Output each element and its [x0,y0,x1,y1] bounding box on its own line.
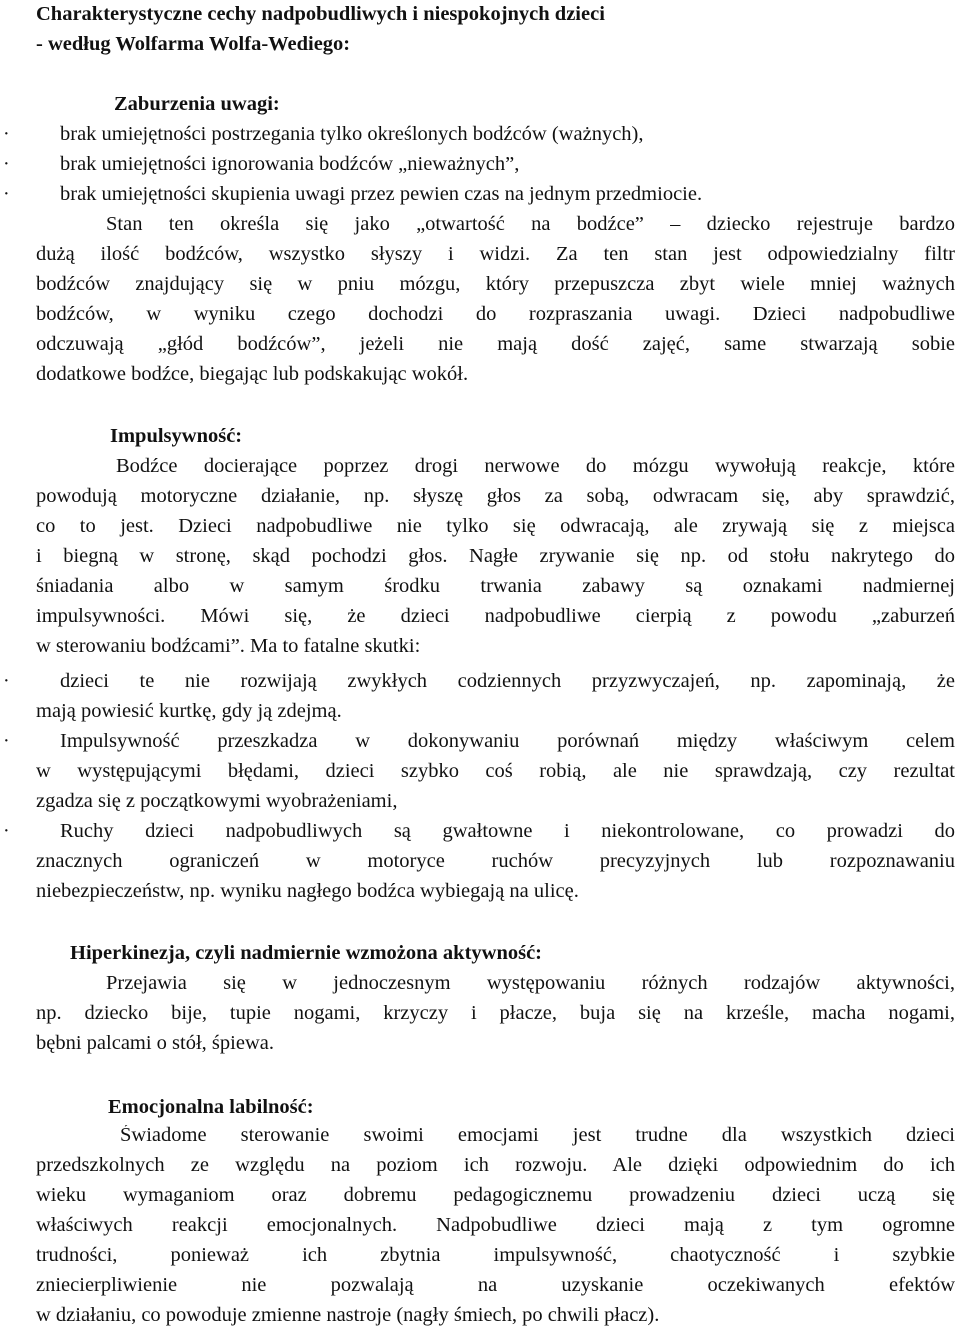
paragraph-line: bodźców znajdujący się w pniu mózgu, który przepuszcza zbyt wiele mniej ważnych [36,274,955,295]
bullet-dot: · [3,730,10,752]
document-title-line-1: Charakterystyczne cechy nadpobudliwych i niespokojnych dzieci [36,3,605,25]
list-item [3,730,955,757]
list-item-continuation: znacznych ograniczeń w motoryce ruchów precyzyjnych lub rozpoznawaniu [36,851,955,872]
list-item-continuation: niebezpieczeństw, np. wyniku nagłego bodźca wybiegają na ulicę. [36,880,579,902]
bullet-dot: · [3,183,10,205]
paragraph-line: śniadania albo w samym środku trwania zabawy są oznakami nadmiernej [36,576,955,597]
bullet-dot: · [3,820,10,842]
bullet-dot: · [3,153,10,175]
section-heading-impulsivity: Impulsywność: [110,425,243,447]
paragraph-line: właściwych reakcji emocjonalnych. Nadpobudliwe dzieci mają z tym ogromne [36,1215,955,1236]
paragraph-line: bębni palcami o stół, śpiewa. [36,1032,274,1054]
list-item-continuation: zgadza się z początkowymi wyobrażeniami, [36,790,398,812]
paragraph-line: Bodźce docierające poprzez drogi nerwowe do mózgu wywołują reakcje, które [116,456,955,477]
list-item [3,183,703,205]
list-item-text: brak umiejętności postrzegania tylko określonych bodźców (ważnych), [60,123,644,145]
list-item [3,153,520,175]
paragraph-line: wieku wymaganiom oraz dobremu pedagogicznemu prowadzeniu dzieci uczą się [36,1185,955,1206]
list-item [3,123,644,145]
paragraph-line: impulsywności. Mówi się, że dzieci nadpobudliwe cierpią z powodu „zaburzeń [36,606,955,627]
paragraph-line: w sterowaniu bodźcami”. Ma to fatalne skutki: [36,635,421,657]
paragraph-line: zniecierpliwienie nie pozwalają na uzyskanie oczekiwanych efektów [36,1275,955,1296]
section-heading-hyperkinesis: Hiperkinezja, czyli nadmiernie wzmożona aktywność: [70,942,543,964]
paragraph-line: dodatkowe bodźce, biegając lub podskakując wokół. [36,363,469,385]
paragraph-line: np. dziecko bije, tupie nogami, krzyczy i płacze, buja się na krześle, macha nogami, [36,1003,955,1024]
list-item-text: Impulsywność przeszkadza w dokonywaniu porównań między właściwym celem [60,730,955,752]
paragraph-line: trudności, ponieważ ich zbytnia impulsywność, chaotyczność i szybkie [36,1245,955,1266]
section-heading-emotional: Emocjonalna labilność: [108,1096,314,1118]
bullet-dot: · [3,123,10,145]
paragraph-line: w działaniu, co powoduje zmienne nastroje (nagły śmiech, po chwili płacz). [36,1304,660,1326]
section-heading-attention: Zaburzenia uwagi: [114,93,280,115]
list-item-continuation: w występującymi błędami, dzieci szybko coś robią, ale nie sprawdzają, czy rezultat [36,761,955,782]
paragraph-line: bodźców, w wyniku czego dochodzi do rozpraszania uwagi. Dzieci nadpobudliwe [36,304,955,325]
paragraph-line: Świadome sterowanie swoimi emocjami jest trudne dla wszystkich dzieci [120,1125,955,1146]
paragraph-line: powodują motoryczne działanie, np. słyszę głos za sobą, odwracam się, aby sprawdzić, [36,486,955,507]
paragraph-line: Przejawia się w jednoczesnym występowaniu różnych rodzajów aktywności, [106,973,955,994]
paragraph-line: przedszkolnych ze względu na poziom ich rozwoju. Ale dzięki odpowiednim do ich [36,1155,955,1176]
paragraph-line: dużą ilość bodźców, wszystko słyszy i widzi. Za ten stan jest odpowiedzialny filtr [36,244,955,265]
list-item-text: brak umiejętności skupienia uwagi przez pewien czas na jednym przedmiocie. [60,183,703,205]
list-item [3,670,955,697]
document-title-line-2: - według Wolfarma Wolfa-Wediego: [36,33,351,55]
list-item-continuation: mają powiesić kurtkę, gdy ją zdejmą. [36,700,342,722]
paragraph-line: Stan ten określa się jako „otwartość na bodźce” – dziecko rejestruje bardzo [106,214,955,235]
paragraph-line: co to jest. Dzieci nadpobudliwe nie tylko się odwracają, ale zrywają się z miejsca [36,516,955,537]
paragraph-line: i biegną w stronę, skąd pochodzi głos. Nagłe zrywanie się np. od stołu nakrytego do [36,546,955,567]
list-item-text: dzieci te nie rozwijają zwykłych codziennych przyzwyczajeń, np. zapominają, że [60,670,955,692]
paragraph-line: odczuwają „głód bodźców”, jeżeli nie mają dość zajęć, same stwarzają sobie [36,334,955,355]
bullet-dot: · [3,670,10,692]
list-item-text: brak umiejętności ignorowania bodźców „nieważnych”, [60,153,520,175]
list-item-text: Ruchy dzieci nadpobudliwych są gwałtowne i niekontrolowane, co prowadzi do [60,820,955,842]
list-item [3,820,955,847]
